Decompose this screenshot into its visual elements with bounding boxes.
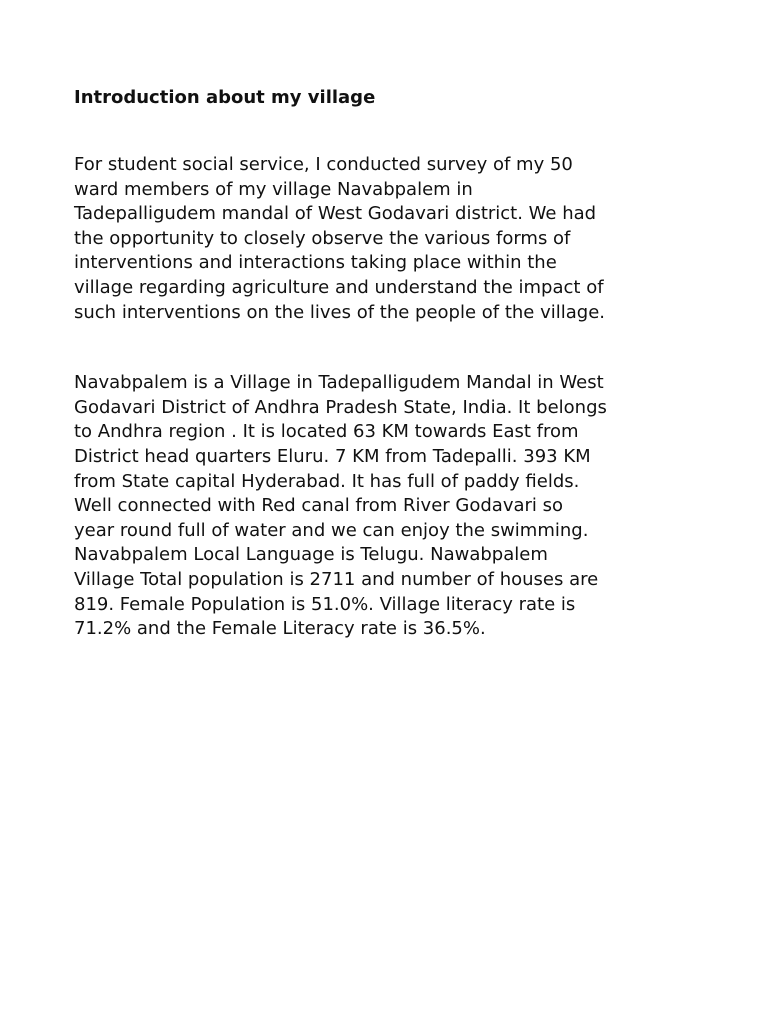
paragraph-line: Navabpalem is a Village in Tadepalligudem Mandal in West — [74, 372, 604, 394]
paragraph-line: village regarding agriculture and understand the impact of — [74, 276, 604, 298]
paragraph-line: to Andhra region . It is located 63 KM towards East from — [74, 421, 579, 443]
paragraph-line: Navabpalem Local Language is Telugu. Nawabpalem — [74, 544, 548, 566]
paragraph-line: Well connected with Red canal from River Godavari so — [74, 495, 564, 517]
paragraph-line: District head quarters Eluru. 7 KM from Tadepalli. 393 KM — [74, 445, 591, 467]
paragraph-line: Godavari District of Andhra Pradesh State, India. It belongs — [74, 396, 607, 418]
paragraph-line: ward members of my village Navabpalem in — [74, 178, 473, 200]
paragraph-line: Tadepalligudem mandal of West Godavari district. We had — [74, 203, 597, 225]
paragraph-line: year round full of water and we can enjoy the swimming. — [74, 519, 589, 541]
paragraph-line: 819. Female Population is 51.0%. Village literacy rate is — [74, 593, 576, 615]
paragraph-line: 71.2% and the Female Literacy rate is 36.5%. — [74, 618, 486, 640]
paragraph-village-details — [74, 371, 714, 642]
paragraph-line: For student social service, I conducted survey of my 50 — [74, 154, 573, 175]
paragraph-line: interventions and interactions taking place within the — [74, 252, 557, 274]
paragraph-survey — [74, 153, 714, 325]
paragraph-line: Village Total population is 2711 and number of houses are — [74, 568, 599, 590]
paragraph-line: such interventions on the lives of the people of the village. — [74, 301, 606, 323]
paragraph-line: the opportunity to closely observe the various forms of — [74, 227, 571, 249]
document-page — [74, 86, 714, 642]
document-heading: Introduction about my village — [74, 87, 376, 108]
paragraph-line: from State capital Hyderabad. It has full of paddy fields. — [74, 470, 580, 492]
